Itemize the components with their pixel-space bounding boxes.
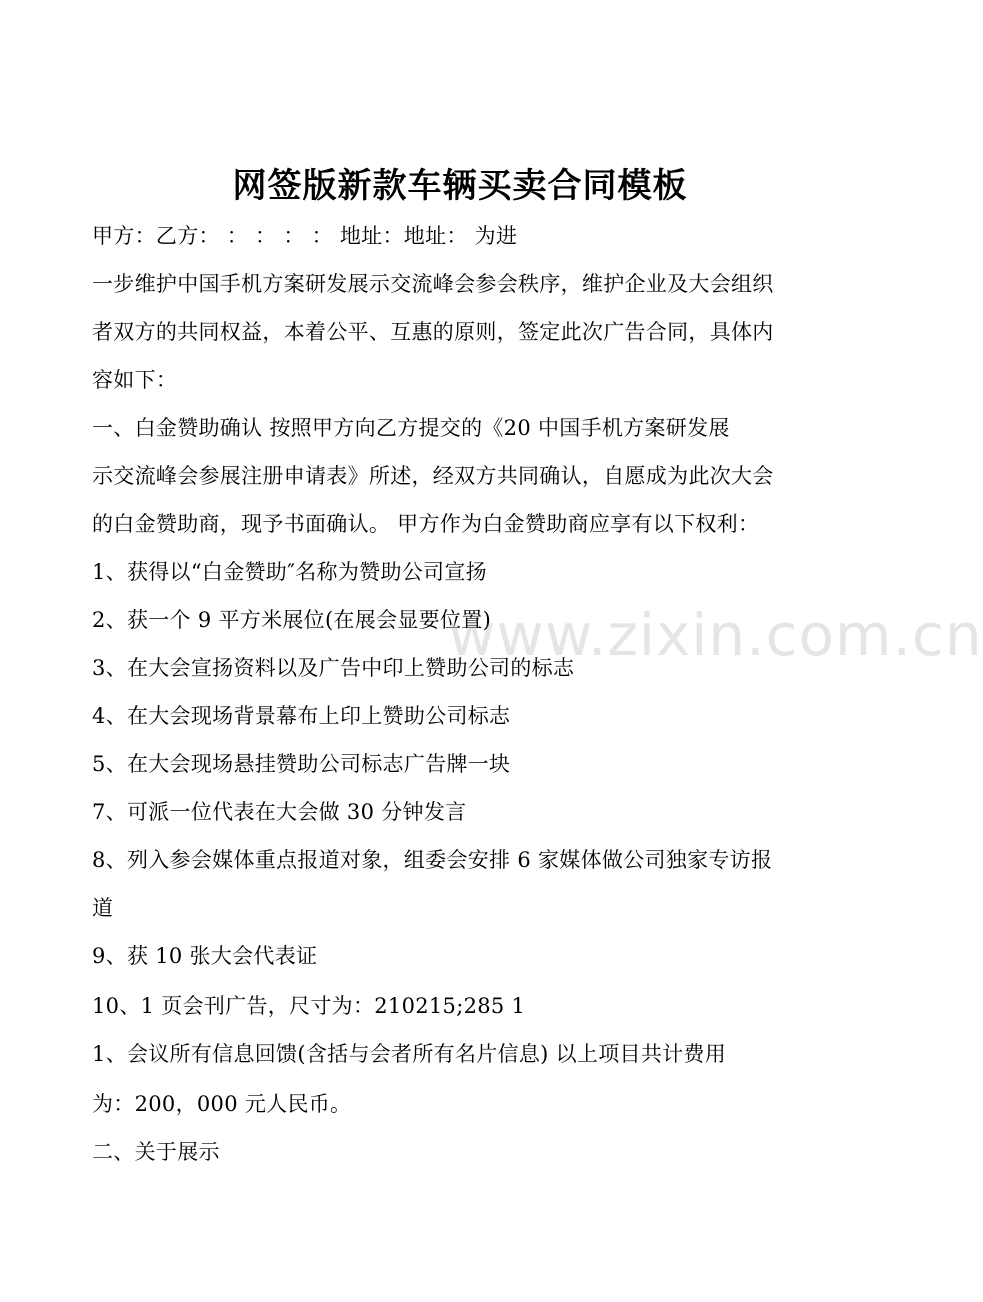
text-line-7: 的白金赞助商，现予书面确认。 甲方作为白金赞助商应享有以下权利： (92, 512, 760, 536)
list-item-8: 8、列入参会媒体重点报道对象，组委会安排 6 家媒体做公司独家专访报 (92, 848, 773, 872)
list-item-8-cont: 道 (92, 896, 114, 920)
list-item-10: 10、1 页会刊广告，尺寸为：210215;285 1 (92, 994, 526, 1018)
list-item-11-cont: 为：200，000 元人民币。 (92, 1092, 352, 1116)
text-line-4: 容如下： (92, 368, 178, 392)
section-heading-2: 二、关于展示 (92, 1140, 220, 1164)
list-item-9: 9、获 10 张大会代表证 (92, 944, 318, 968)
list-item-7: 7、可派一位代表在大会做 30 分钟发言 (92, 800, 467, 824)
list-item-2: 2、获一个 9 平方米展位(在展会显要位置) (92, 608, 492, 632)
text-line-1: 甲方：乙方： ： ： ： ： 地址：地址： 为进 (92, 224, 518, 248)
list-item-1: 1、获得以“白金赞助″名称为赞助公司宣扬 (92, 560, 487, 584)
list-item-5: 5、在大会现场悬挂赞助公司标志广告牌一块 (92, 752, 511, 776)
list-item-11: 1、会议所有信息回馈(含括与会者所有名片信息) 以上项目共计费用 (92, 1042, 727, 1066)
text-line-5: 一、白金赞助确认 按照甲方向乙方提交的《20 中国手机方案研发展 (92, 416, 730, 440)
list-item-3: 3、在大会宣扬资料以及广告中印上赞助公司的标志 (92, 656, 575, 680)
list-item-4: 4、在大会现场背景幕布上印上赞助公司标志 (92, 704, 511, 728)
watermark: www.zixin.com.cn (448, 601, 983, 669)
text-line-2: 一步维护中国手机方案研发展示交流峰会参会秩序，维护企业及大会组织 (92, 272, 774, 296)
text-line-3: 者双方的共同权益，本着公平、互惠的原则，签定此次广告合同，具体内 (92, 320, 774, 344)
document-title: 网签版新款车辆买卖合同模板 (232, 166, 688, 206)
text-line-6: 示交流峰会参展注册申请表》所述，经双方共同确认，自愿成为此次大会 (92, 464, 774, 488)
